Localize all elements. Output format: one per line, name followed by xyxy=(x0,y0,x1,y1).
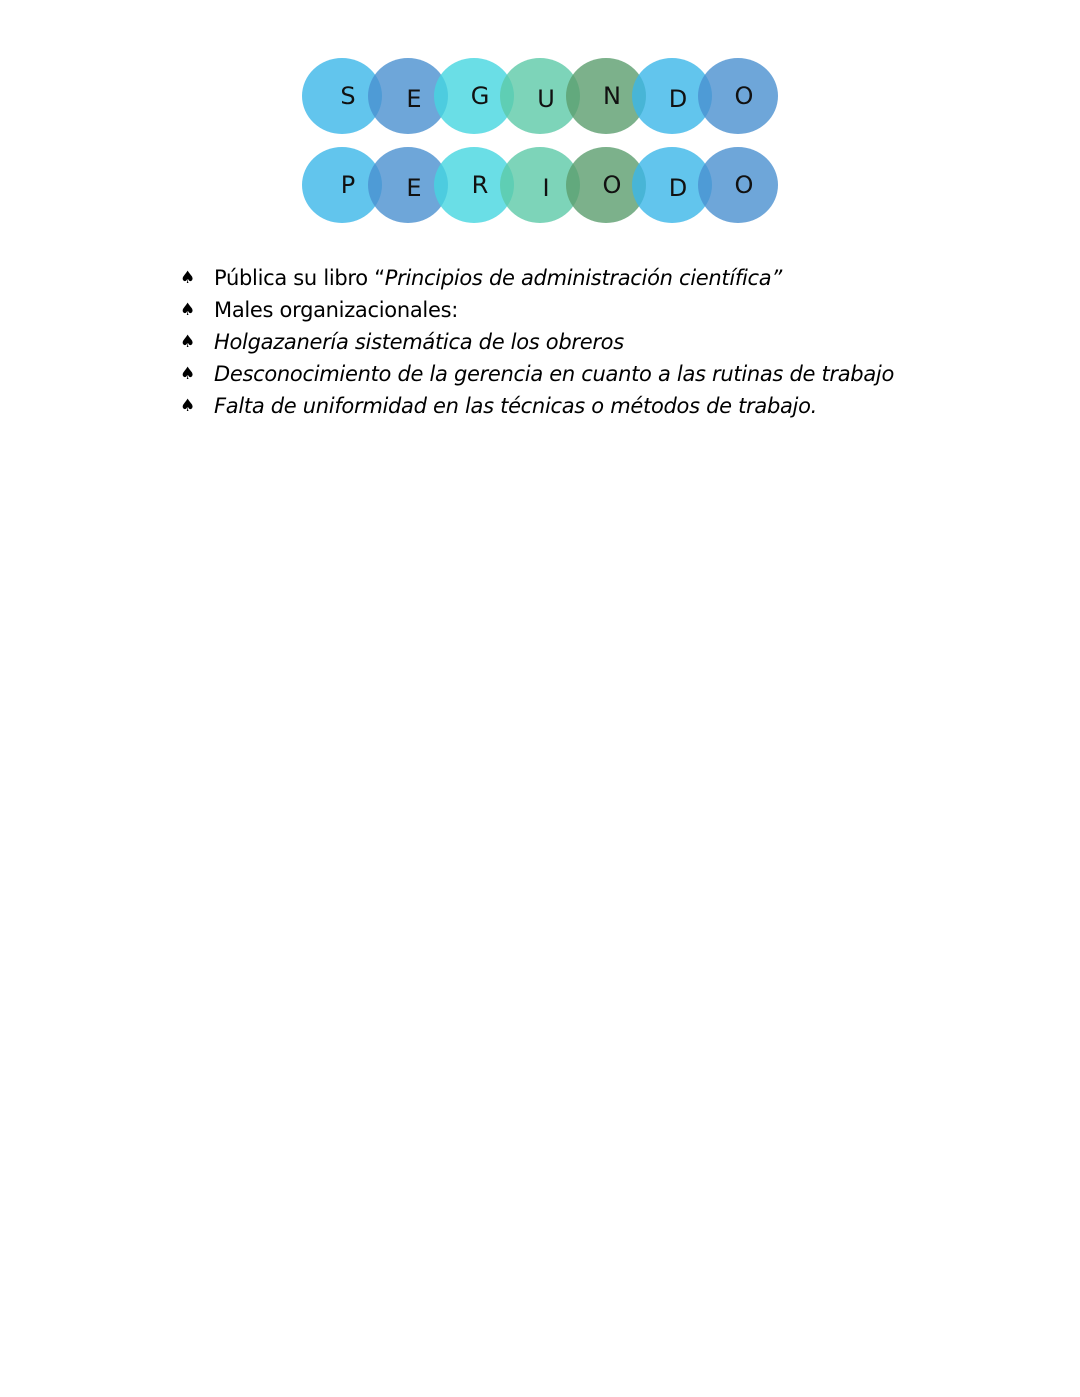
spade-icon: ♠ xyxy=(180,268,195,288)
title-letter: O xyxy=(734,171,754,199)
list-item xyxy=(180,326,894,358)
list-item-text: Falta de uniformidad en las técnicas o métodos de trabajo. xyxy=(214,394,818,418)
title-letter: S xyxy=(340,82,356,110)
spade-icon: ♠ xyxy=(180,364,195,384)
list-item xyxy=(180,390,894,422)
list-item-text: Pública su libro “Principios de administración científica” xyxy=(214,266,782,290)
title-letter: U xyxy=(537,85,555,113)
bullet-list xyxy=(180,262,894,422)
title-letter: I xyxy=(542,174,550,202)
title-word-segundo xyxy=(302,58,778,134)
list-item xyxy=(180,358,894,390)
title-letter: D xyxy=(668,174,688,202)
list-item xyxy=(180,294,894,326)
title-letter: R xyxy=(471,171,489,199)
title-letter: E xyxy=(406,85,422,113)
list-item xyxy=(180,262,894,294)
title-letter: D xyxy=(668,85,688,113)
title-letter: N xyxy=(603,82,621,110)
list-item-text: Holgazanería sistemática de los obreros xyxy=(214,330,624,354)
title-word-periodo xyxy=(302,147,778,223)
spade-icon: ♠ xyxy=(180,332,195,352)
title-letter: G xyxy=(470,82,490,110)
title-letter: E xyxy=(406,174,422,202)
spade-icon: ♠ xyxy=(180,396,195,416)
list-item-text: Males organizacionales: xyxy=(214,298,458,322)
title-letter: O xyxy=(602,171,622,199)
title-letter: P xyxy=(340,171,356,199)
title-letter: O xyxy=(734,82,754,110)
spade-icon: ♠ xyxy=(180,300,195,320)
list-item-text: Desconocimiento de la gerencia en cuanto a las rutinas de trabajo xyxy=(214,362,894,386)
